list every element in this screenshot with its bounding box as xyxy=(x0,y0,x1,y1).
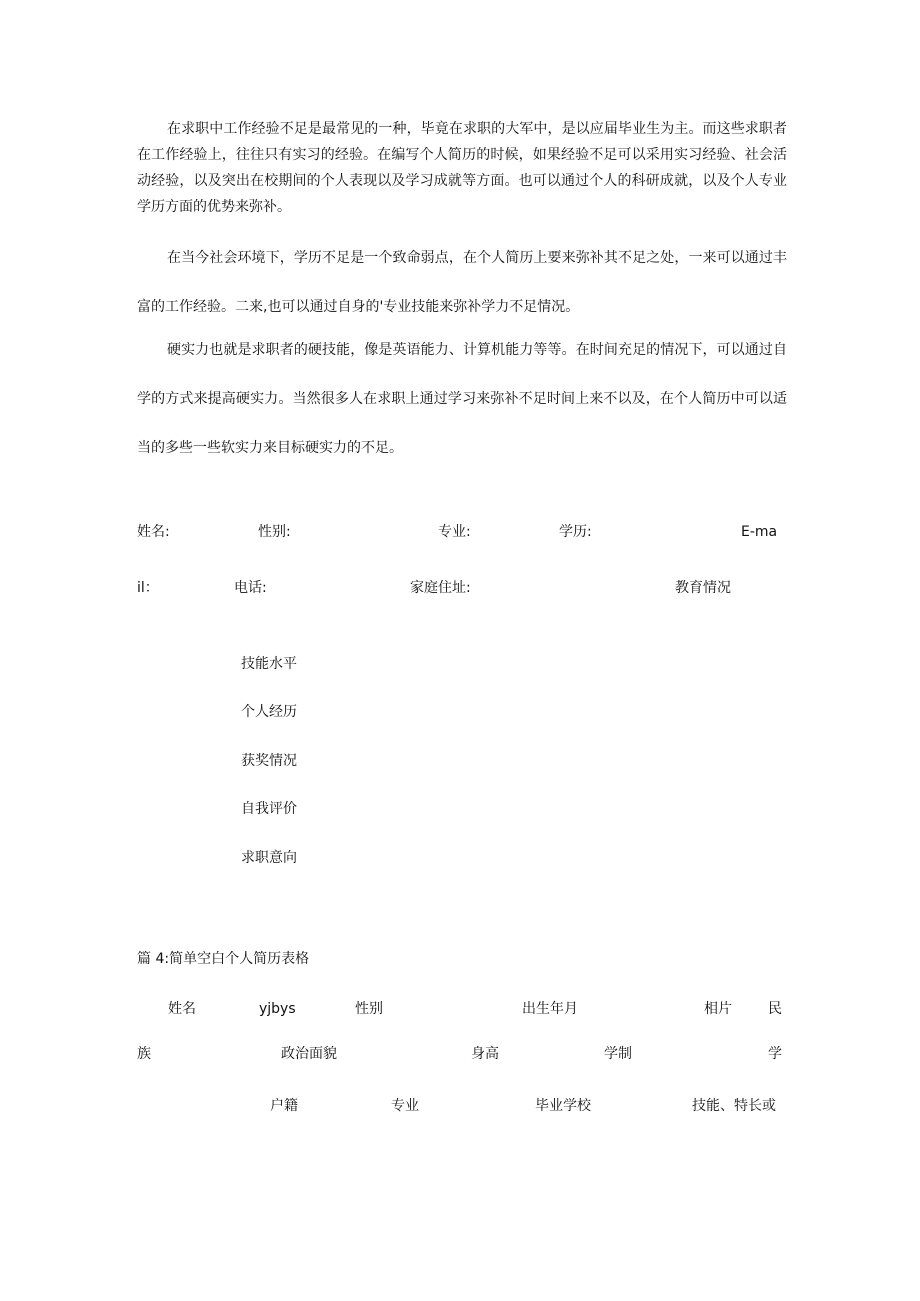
table-ethnic-label-end: 族 xyxy=(137,1046,151,1062)
table-photo-label: 相片 xyxy=(704,1001,732,1017)
table-major-label: 专业 xyxy=(391,1098,419,1114)
table-schooling-label: 学制 xyxy=(604,1046,632,1062)
field-address-label: 家庭住址: xyxy=(410,580,471,596)
field-name-label: 姓名: xyxy=(137,524,170,540)
field-gender-label: 性别: xyxy=(258,524,291,540)
table-birth-label: 出生年月 xyxy=(522,1001,578,1017)
section-self-evaluation: 自我评价 xyxy=(241,801,297,817)
field-email-label-start: E-ma xyxy=(741,524,778,540)
table-politics-label: 政治面貌 xyxy=(281,1046,337,1062)
table-name-label: 姓名 xyxy=(168,1001,196,1017)
field-degree-label: 学历: xyxy=(559,524,592,540)
paragraph-work-experience: 在求职中工作经验不足是最常见的一种，毕竟在求职的大军中，是以应届毕业生为主。而这些求职者在工作经验上，往往只有实习的经验。在编写个人简历的时候，如果经验不足可以采用实习经验、社会活动经验，以及突出在校期间的个人表现以及学习成就等方面。也可以通过个人的科研成就，以及个人专业学历方面的优势来弥补。 xyxy=(137,121,787,215)
section-heading: 篇 4:简单空白个人简历表格 xyxy=(137,951,310,967)
table-skills-label: 技能、特长或 xyxy=(692,1098,776,1114)
table-height-label: 身高 xyxy=(471,1046,499,1062)
field-major-label: 专业: xyxy=(438,524,471,540)
field-email-label-end: il： xyxy=(137,580,159,596)
table-name-value: yjbys xyxy=(259,1001,296,1017)
section-experience: 个人经历 xyxy=(241,704,297,720)
table-gender-label: 性别 xyxy=(355,1001,383,1017)
section-skills: 技能水平 xyxy=(241,656,297,672)
table-study-label-start: 学 xyxy=(768,1046,782,1062)
paragraph-education-shortfall: 在当今社会环境下，学历不足是一个致命弱点，在个人简历上要来弥补其不足之处，一来可以通过丰富的工作经验。二来,也可以通过自身的'专业技能来弥补学力不足情况。 xyxy=(137,250,787,315)
section-job-intention: 求职意向 xyxy=(241,850,297,866)
table-school-label: 毕业学校 xyxy=(535,1098,591,1114)
table-ethnic-label-start: 民 xyxy=(768,1001,782,1017)
paragraph-hard-skills: 硬实力也就是求职者的硬技能，像是英语能力、计算机能力等等。在时间充足的情况下，可以通过自学的方式来提高硬实力。当然很多人在求职上通过学习来弥补不足时间上来不以及，在个人简历中可以适当的多些一些软实力来目标硬实力的不足。 xyxy=(137,342,787,456)
table-hukou-label: 户籍 xyxy=(270,1098,298,1114)
field-education-label: 教育情况 xyxy=(675,580,731,596)
field-phone-label: 电话: xyxy=(234,580,267,596)
section-awards: 获奖情况 xyxy=(241,753,297,769)
